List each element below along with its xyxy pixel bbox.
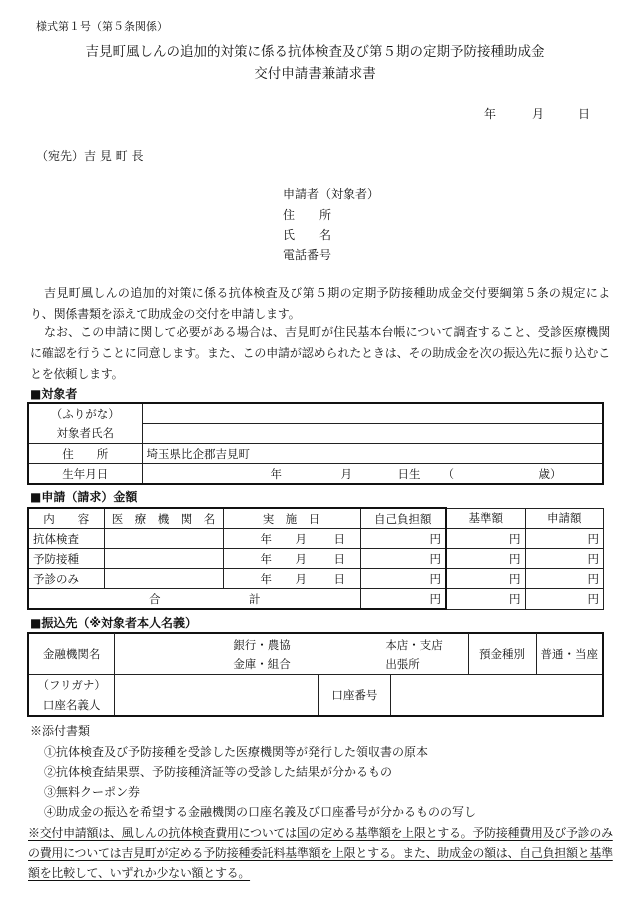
birth-month: 月 [340,467,352,481]
birth-field[interactable] [142,464,603,485]
attachments-heading: ※添付書類 [30,724,91,738]
holder-label: 口座名義人 [42,698,101,712]
attachment-item: ③無料クーポン券 [44,785,141,799]
attachment-item: ④助成金の振込を希望する金融機関の口座名義及び口座番号が分かるものの写し [44,805,477,819]
standard-field[interactable]: 円 [446,529,525,549]
kana-label: （フリガナ） [37,678,106,692]
body-paragraph-2: なお、この申請に関して必要がある場合は、吉見町が住民基本台帳について調査すること、受診医療機関に確認を行うことに同意します。また、この申請が認められたときは、その助成金を次の振込先に振り込むことを依頼します。 [30,325,610,381]
standard-field[interactable]: 円 [446,569,525,589]
hdr-self-pay: 自己負担額 [360,508,446,529]
subject-name-field[interactable] [142,424,603,444]
self-pay-field[interactable]: 円 [360,529,446,549]
attachment-item: ①抗体検査及び予防接種を受診した医療機関等が発行した領収書の原本 [44,745,429,759]
note-paragraph: ※交付申請額は、風しんの抗体検査費用については国の定める基準額を上限とする。予防接種費用及び予診のみの費用については吉見町が定める予防接種委託料基準額を上限とする。また、助成金の額は、自己負担額と基準額を比較して、いずれか少ない額とする。 [28,826,613,880]
claim-field[interactable]: 円 [525,549,604,569]
row-item: 予防接種 [28,549,104,569]
date-field[interactable] [223,549,360,569]
year-label: 年 [260,572,272,586]
birth-open-paren: （ [442,467,454,481]
subject-name-label: 対象者氏名 [28,424,142,444]
subject-address-label: 住 所 [28,444,142,464]
total-self-pay[interactable]: 円 [360,589,446,610]
branch-type-1: 本店・支店 [385,638,443,652]
hdr-claim: 申請額 [525,508,604,529]
bank-name-field[interactable] [115,633,468,675]
section-bank: ■振込先（※対象者本人名義） [30,616,198,630]
title-line-1: 吉見町風しんの追加的対策に係る抗体検査及び第５期の定期予防接種助成金 [85,44,545,60]
section-subject: ■対象者 [30,387,78,401]
date-day: 日 [578,107,591,121]
day-label: 日 [333,572,345,586]
row-item: 予診のみ [28,569,104,589]
total-label-b: 計 [249,592,261,606]
subject-table [27,402,604,485]
furigana-field[interactable] [142,403,603,424]
bank-table [27,632,604,717]
birth-label: 生年月日 [28,464,142,485]
self-pay-field[interactable]: 円 [360,549,446,569]
total-label-a: 合 [149,592,161,606]
date-field[interactable] [223,569,360,589]
month-label: 月 [295,532,307,546]
title-line-2: 交付申請書兼請求書 [254,66,376,82]
date-field[interactable] [223,529,360,549]
day-label: 日 [333,532,345,546]
account-holder-field[interactable] [115,675,318,717]
furigana-label: （ふりがな） [28,403,142,424]
total-row [28,589,604,610]
deposit-type-label: 預金種別 [468,633,536,675]
institution-field[interactable] [104,549,223,569]
account-number-label: 口座番号 [318,675,391,717]
attachment-item: ②抗体検査結果票、予防接種済証等の受診した結果が分かるもの [44,765,393,779]
subject-address-field[interactable]: 埼玉県比企郡吉見町 [142,444,603,464]
month-label: 月 [295,552,307,566]
total-label [28,589,360,610]
bank-label: 金融機関名 [28,633,115,675]
applicant-address-label: 住 所 [283,208,332,222]
table-row [28,549,604,569]
table-row [28,569,604,589]
birth-year: 年 [270,467,282,481]
branch-type-2: 出張所 [385,657,420,671]
standard-field[interactable]: 円 [446,549,525,569]
year-label: 年 [260,552,272,566]
table-row [28,529,604,549]
account-holder-label [28,675,115,717]
row-item: 抗体検査 [28,529,104,549]
account-number-field[interactable] [391,675,603,717]
birth-day: 日生 [397,467,421,481]
deposit-type-field[interactable]: 普通・当座 [536,633,603,675]
claim-table [27,507,604,610]
birth-age: 歳） [538,467,562,481]
addressee: （宛先）吉 見 町 長 [36,149,144,163]
month-label: 月 [295,572,307,586]
hdr-standard: 基準額 [446,508,525,529]
total-claim[interactable]: 円 [525,589,604,610]
total-standard[interactable]: 円 [446,589,525,610]
hdr-institution: 医 療 機 関 名 [104,508,223,529]
claim-field[interactable]: 円 [525,529,604,549]
form-number: 様式第１号（第５条関係） [36,20,168,33]
date-year: 年 [484,107,497,121]
date-month: 月 [532,107,545,121]
applicant-name-label: 氏 名 [283,228,332,242]
claim-field[interactable]: 円 [525,569,604,589]
institution-field[interactable] [104,529,223,549]
applicant-heading: 申請者（対象者） [283,187,380,201]
section-claim: ■申請（請求）金額 [30,490,138,504]
hdr-content: 内 容 [28,508,104,529]
year-label: 年 [260,532,272,546]
body-paragraph-1: 吉見町風しんの追加的対策に係る抗体検査及び第５期の定期予防接種助成金交付要綱第５条の規定により、関係書類を添えて助成金の交付を申請します。 [30,286,610,321]
hdr-date: 実 施 日 [223,508,360,529]
self-pay-field[interactable]: 円 [360,569,446,589]
applicant-phone-label: 電話番号 [283,248,332,262]
day-label: 日 [333,552,345,566]
institution-field[interactable] [104,569,223,589]
bank-type-2: 金庫・組合 [233,657,291,671]
bank-type-1: 銀行・農協 [233,638,291,652]
